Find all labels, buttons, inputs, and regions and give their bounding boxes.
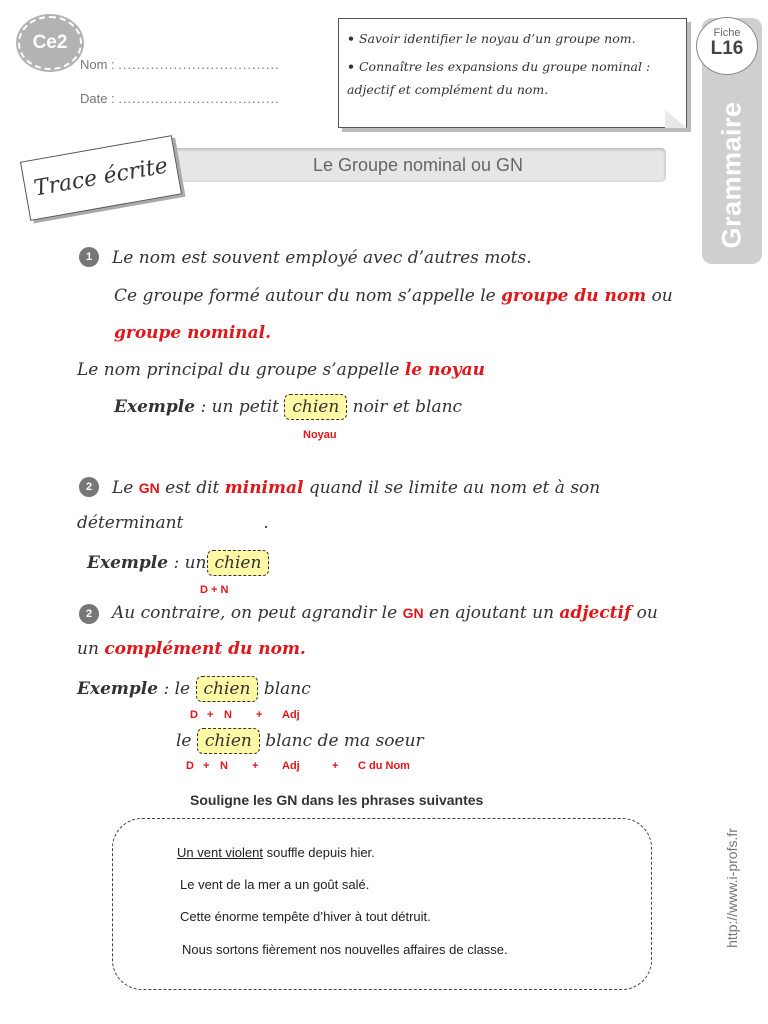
s1-example-label: Exemple	[114, 397, 196, 417]
fiche-badge	[696, 17, 758, 75]
s3-tag-1-d: D	[190, 709, 198, 721]
s2-example-noun: chien	[207, 550, 270, 576]
s3-tag-2-cdn: C du Nom	[358, 760, 410, 772]
objective-1	[347, 27, 677, 50]
sentence-1-underlined-gn: Un vent violent	[177, 845, 263, 860]
s3-example-1-after: blanc	[258, 679, 311, 699]
objective-2	[347, 55, 667, 101]
s3-tag-2-adj: Adj	[282, 760, 300, 772]
s3-example-1-noun: chien	[196, 676, 259, 702]
exercise-title: Souligne les GN dans les phrases suivantes	[190, 792, 484, 808]
s1-term-groupe-du-nom: groupe du nom	[501, 286, 647, 306]
date-dots: ...................................	[118, 91, 280, 106]
s1-line-2-end: ou	[646, 286, 673, 306]
objective-2-text: Connaître les expansions du groupe nominal : adjectif et complément du nom.	[347, 59, 651, 97]
s2-line-1-c: quand il se limite au nom et à son	[303, 478, 601, 498]
s3-example-1-det: le	[174, 679, 196, 699]
s3-term-adjectif: adjectif	[559, 603, 632, 623]
exercise-sentence-2: Le vent de la mer a un goût salé.	[180, 877, 370, 892]
exercise-sentence-3: Cette énorme tempête d’hiver à tout détruit.	[180, 909, 431, 924]
s1-line-1: Le nom est souvent employé avec d’autres mots.	[112, 248, 532, 268]
sentence-1-rest: souffle depuis hier.	[263, 845, 375, 860]
s2-example	[87, 550, 269, 576]
s3-example-2	[176, 728, 424, 754]
s1-example-noun: chien	[284, 394, 347, 420]
s2-example-label: Exemple	[87, 553, 169, 573]
s3-example-2-det: le	[176, 731, 197, 751]
s1-example-after: noir et blanc	[347, 397, 463, 417]
s1-example-before: un petit	[211, 397, 285, 417]
exercise-sentence-1	[177, 845, 375, 860]
s1-line-2-text: Ce groupe formé autour du nom s’appelle le	[114, 286, 502, 306]
bullet-icon: •	[347, 59, 355, 74]
section-number-3: 2	[79, 604, 99, 624]
s3-line-1-c: ou	[631, 603, 658, 623]
s2-term-minimal: minimal	[224, 478, 304, 498]
name-dots: ...................................	[118, 57, 280, 72]
s3-example-2-after: blanc de ma soeur	[259, 731, 424, 751]
s3-line-1-b: en ajoutant un	[423, 603, 560, 623]
level-badge: Ce2	[18, 16, 82, 70]
date-label: Date :	[80, 91, 115, 106]
s3-tag-1-plus-1: +	[207, 709, 214, 721]
exercise-sentence-4: Nous sortons fièrement nos nouvelles affaires de classe.	[182, 942, 508, 957]
s2-line-1	[112, 478, 600, 498]
s1-example	[114, 394, 462, 420]
trace-ecrite-card: Trace écrite	[20, 135, 182, 221]
s3-tag-1-plus-2: +	[256, 709, 263, 721]
s3-line-1	[112, 603, 658, 623]
subject-title	[702, 90, 762, 260]
objectives-box	[338, 18, 687, 128]
bullet-icon: •	[347, 31, 355, 46]
s3-example-label: Exemple	[77, 679, 159, 699]
s2-line-2-text: déterminant	[77, 513, 184, 533]
s3-term-gn: GN	[402, 605, 424, 621]
s3-line-2-a: un	[77, 639, 105, 659]
fiche-label: Fiche	[713, 27, 741, 39]
s3-tag-1-n: N	[224, 709, 232, 721]
objective-1-text: Savoir identifier le noyau d’un groupe nom.	[358, 31, 636, 46]
section-number-1: 1	[79, 247, 99, 267]
lesson-title: Le Groupe nominal ou GN	[170, 148, 666, 182]
site-url-text: http://www.i-profs.fr	[724, 828, 740, 948]
site-url	[718, 812, 746, 964]
s1-term-groupe-nominal: groupe nominal.	[114, 323, 272, 343]
s1-term-noyau: le noyau	[404, 360, 486, 380]
s3-tag-2-d: D	[186, 760, 194, 772]
s3-example-2-noun: chien	[197, 728, 260, 754]
s1-line-4	[77, 360, 485, 380]
s3-tag-2-plus-1: +	[203, 760, 210, 772]
s3-tag-1-adj: Adj	[282, 709, 300, 721]
s1-example-colon: :	[195, 397, 212, 417]
s2-line-2	[77, 513, 269, 533]
exercise-box	[112, 818, 652, 990]
s2-line-1-a: Le	[112, 478, 139, 498]
s1-line-4-text: Le nom principal du groupe s’appelle	[77, 360, 405, 380]
s3-example-1	[77, 676, 311, 702]
s3-tag-2-n: N	[220, 760, 228, 772]
s2-d-n-tag: D + N	[200, 584, 229, 596]
s3-tag-2-plus-2: +	[252, 760, 259, 772]
s2-line-1-b: est dit	[159, 478, 225, 498]
s2-line-2-dot: .	[263, 513, 269, 533]
name-field	[80, 57, 280, 72]
s3-line-1-a: Au contraire, on peut agrandir le	[112, 603, 403, 623]
s1-noyau-tag: Noyau	[303, 429, 337, 441]
name-label: Nom :	[80, 57, 115, 72]
s3-line-2	[77, 639, 306, 659]
s3-example-colon: :	[158, 679, 175, 699]
date-field	[80, 91, 280, 106]
s1-line-2	[114, 286, 673, 306]
section-number-2: 2	[79, 477, 99, 497]
s2-example-colon: :	[168, 553, 185, 573]
s2-example-det: un	[184, 553, 207, 573]
fiche-number: L16	[710, 38, 744, 59]
page-fold	[665, 110, 687, 128]
s3-tag-2-plus-3: +	[332, 760, 339, 772]
s3-term-complement: complément du nom.	[104, 639, 306, 659]
subject-label: Grammaire	[716, 101, 747, 249]
s2-term-gn: GN	[138, 480, 160, 496]
